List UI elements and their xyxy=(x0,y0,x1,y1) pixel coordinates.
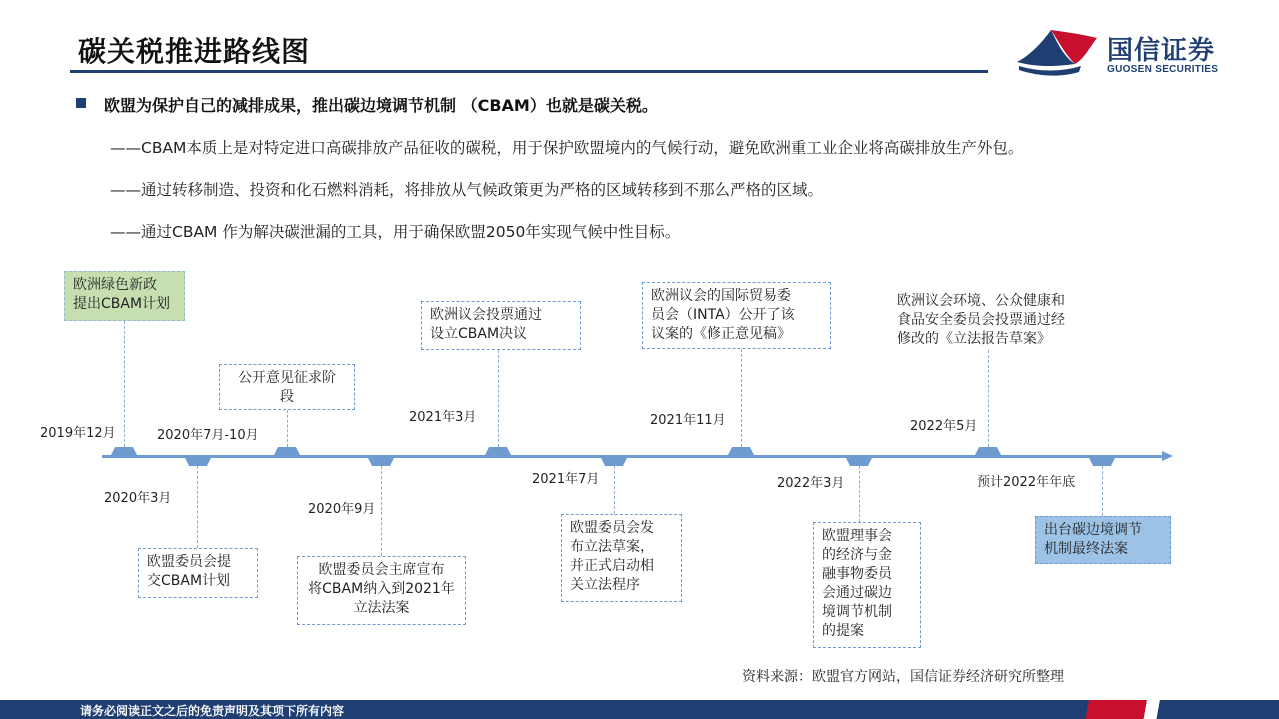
timeline-node xyxy=(727,447,755,457)
event-date: 2020年9月 xyxy=(308,502,376,517)
timeline-node xyxy=(974,447,1002,457)
event-connector xyxy=(287,410,288,447)
event-connector xyxy=(124,321,125,447)
event-date: 2021年11月 xyxy=(650,413,726,428)
event-card: 欧盟委员会提 交CBAM计划 xyxy=(138,548,258,598)
logo-english-name: GUOSEN SECURITIES xyxy=(1107,64,1219,75)
event-connector xyxy=(741,349,742,447)
guosen-logo-icon xyxy=(1015,26,1103,78)
event-date: 2021年7月 xyxy=(532,472,600,487)
event-connector xyxy=(498,350,499,447)
title-divider xyxy=(70,70,988,73)
event-card: 欧盟委员会主席宣布 将CBAM纳入到2021年 立法法案 xyxy=(297,556,466,625)
event-card: 欧盟委员会发 布立法草案， 并正式启动相 关立法程序 xyxy=(561,514,682,602)
event-card: 欧洲议会环境、公众健康和 食品安全委员会投票通过经 修改的《立法报告草案》 xyxy=(897,293,1065,347)
timeline-node xyxy=(184,456,212,466)
footer-decoration xyxy=(960,700,1279,719)
event-connector xyxy=(1102,466,1103,516)
event-connector xyxy=(381,466,382,556)
event-date: 2022年3月 xyxy=(777,476,845,491)
timeline-node xyxy=(110,447,138,457)
footer-bar xyxy=(0,700,1279,719)
event-card: 欧盟理事会 的经济与金 融事物委员 会通过碳边 境调节机制 的提案 xyxy=(813,522,921,648)
timeline-node xyxy=(845,456,873,466)
event-card: 出台碳边境调节 机制最终法案 xyxy=(1035,516,1171,564)
timeline-node xyxy=(1088,456,1116,466)
event-date: 2019年12月 xyxy=(40,426,116,441)
event-connector xyxy=(859,466,860,522)
event-connector xyxy=(197,466,198,548)
bullet-square-icon xyxy=(76,98,86,108)
timeline-node xyxy=(600,456,628,466)
timeline-axis xyxy=(102,455,1164,458)
event-card: 欧洲议会投票通过 设立CBAM决议 xyxy=(421,301,581,350)
event-card: 欧洲议会的国际贸易委 员会（INTA）公开了该 议案的《修正意见稿》 xyxy=(642,282,831,349)
timeline-node xyxy=(367,456,395,466)
event-date: 2021年3月 xyxy=(409,410,477,425)
event-connector xyxy=(614,466,615,514)
timeline-node xyxy=(273,447,301,457)
footer-disclaimer[interactable]: 请务必阅读正文之后的免责声明及其项下所有内容 xyxy=(80,704,345,718)
page-title: 碳关税推进路线图 xyxy=(78,35,311,68)
event-connector xyxy=(988,350,989,447)
intro-point-2: ——通过转移制造、投资和化石燃料消耗，将排放从气候政策更为严格的区域转移到不那么严格的区域。 xyxy=(110,181,824,199)
intro-point-1: ——CBAM本质上是对特定进口高碳排放产品征收的碳税，用于保护欧盟境内的气候行动，避免欧洲重工业企业将高碳排放生产外包。 xyxy=(110,139,1024,157)
source-note: 资料来源：欧盟官方网站，国信证券经济研究所整理 xyxy=(742,669,1064,685)
intro-headline: 欧盟为保护自己的减排成果，推出碳边境调节机制 （CBAM）也就是碳关税。 xyxy=(104,96,658,115)
intro-point-3: ——通过CBAM 作为解决碳泄漏的工具，用于确保欧盟2050年实现气候中性目标。 xyxy=(110,223,681,241)
event-card: 欧洲绿色新政 提出CBAM计划 xyxy=(64,271,185,321)
event-date: 2022年5月 xyxy=(910,419,978,434)
event-date: 2020年3月 xyxy=(104,491,172,506)
timeline-node xyxy=(484,447,512,457)
timeline-arrow-icon xyxy=(1162,451,1173,461)
logo-chinese-name: 国信证券 xyxy=(1107,36,1216,66)
event-date: 预计2022年年底 xyxy=(977,475,1076,490)
event-date: 2020年7月-10月 xyxy=(157,428,259,443)
company-logo xyxy=(1015,26,1245,82)
event-card: 公开意见征求阶 段 xyxy=(219,364,355,410)
